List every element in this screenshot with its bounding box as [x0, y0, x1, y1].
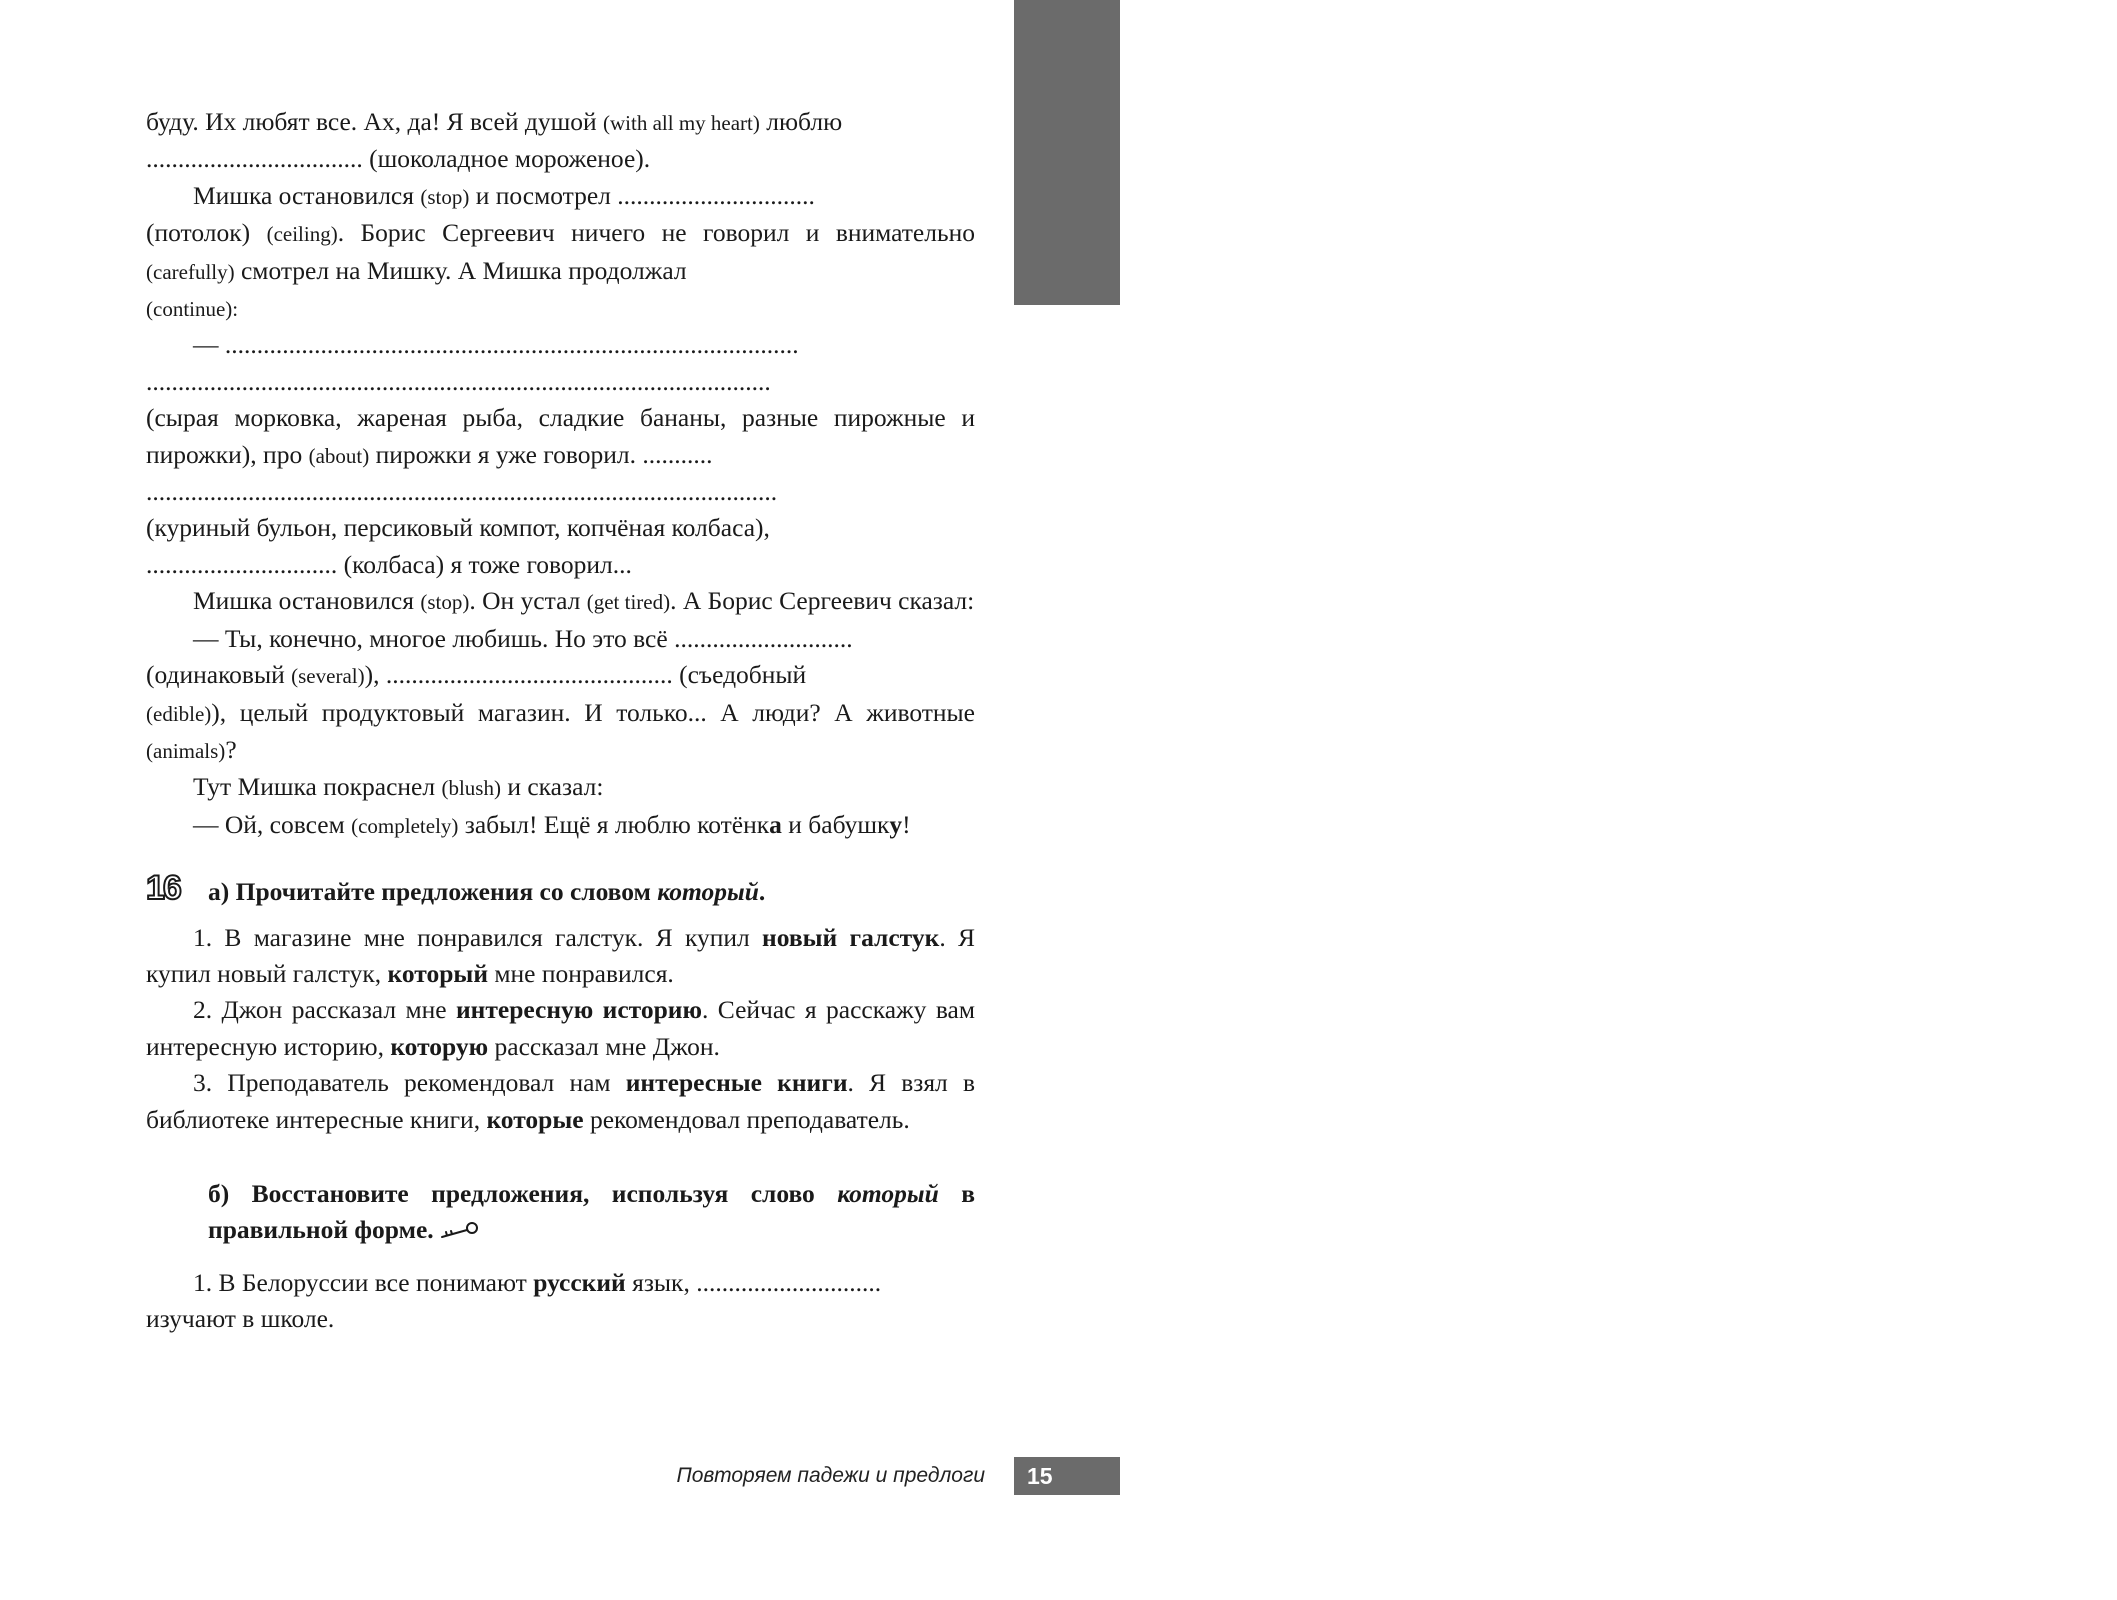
key-icon [438, 1214, 480, 1250]
english-gloss: (with all my heart) [603, 111, 760, 135]
english-gloss: (carefully) [146, 259, 235, 284]
text: Мишка остановился [193, 586, 421, 616]
bold-phrase: которую [390, 1031, 489, 1061]
text: Тут Мишка покраснел [193, 772, 442, 802]
exercise-item [146, 920, 975, 993]
blank: ............................... [617, 180, 815, 210]
text: мне понравился. [488, 958, 674, 988]
text: — Ой, совсем [193, 809, 352, 839]
text: пирожки я уже говорил. [369, 439, 643, 469]
text: в правильной форме. [208, 1178, 975, 1245]
text: (куриный бульон, персиковый компот, копчёная колбаса), [146, 513, 770, 543]
english-gloss: (edible) [146, 701, 212, 726]
text: 1. В Белоруссии все понимают [193, 1267, 534, 1297]
text: . А Борис Сергеевич сказал: [670, 586, 975, 616]
text: (съедобный [672, 660, 807, 690]
text: и бабушк [781, 809, 890, 839]
paragraph [146, 621, 975, 770]
blank: .......................................................................................... [224, 330, 799, 360]
text: буду. Их любят все. Ах, да! Я всей душой [146, 107, 604, 136]
chapter-side-tab [1014, 0, 2111, 305]
english-gloss: (ceiling) [266, 222, 338, 247]
text: . Я взял в библиотеке интересные книги, [146, 1068, 975, 1134]
bold-phrase: которые [486, 1104, 584, 1134]
text: . Сейчас я расскажу вам интересную историю, [146, 995, 975, 1061]
bold-phrase: который [387, 958, 489, 988]
text: . [758, 877, 766, 907]
exercise-header [146, 869, 975, 910]
page-number: 15 [1014, 1457, 1120, 1495]
blank: .................................................................................................. [146, 366, 771, 396]
blank: ............................. [696, 1267, 882, 1297]
blank: ................................................................................................... [146, 477, 778, 507]
keyword: который [657, 877, 759, 907]
text: ), целый продуктовый магазин. И только... А люди? А животные [211, 697, 975, 727]
text: (сырая морковка, жареная рыба, сладкие бананы, разные пирожные и пирожки), про [146, 403, 975, 469]
text: изучают в школе. [146, 1304, 335, 1334]
text: . Я купил новый галстук, [146, 922, 975, 988]
english-gloss: (blush) [441, 776, 501, 801]
paragraph [146, 807, 975, 844]
lesson-label: УРОК ПЕРВЫЙ [2049, 59, 2077, 245]
ending-highlight: у [889, 809, 903, 839]
exercise-item [146, 1065, 975, 1138]
exercise-item [146, 992, 975, 1065]
text: 3. Преподаватель рекомендовал нам [193, 1068, 626, 1098]
blank: .............................. [146, 549, 338, 579]
blank: ............................................. [385, 660, 673, 690]
english-gloss: (animals) [146, 738, 226, 763]
keyword: который [837, 1178, 939, 1208]
text: ), [364, 660, 386, 690]
exercise-number: 16 [146, 869, 180, 908]
blank: .................................. [146, 144, 363, 174]
exercise-title [146, 874, 975, 910]
english-gloss: (get tired) [586, 590, 671, 615]
text: 2. Джон рассказал мне [193, 995, 456, 1025]
text: (одинаковый [146, 660, 292, 690]
text: смотрел на Мишку. А Мишка продолжал [234, 255, 687, 285]
bold-phrase: русский [533, 1267, 626, 1297]
exercise-item [146, 1265, 975, 1338]
blank: ........... [642, 439, 713, 469]
text: язык, [625, 1267, 697, 1297]
text: . Борис Сергеевич ничего не говорил и внимательно [337, 218, 975, 248]
bold-phrase: интересную историю [455, 995, 702, 1025]
text: (колбаса) я тоже говорил... [337, 549, 632, 579]
text: ! [902, 809, 911, 839]
text: — Ты, конечно, многое любишь. Но это всё [193, 623, 675, 653]
paragraph [146, 364, 975, 400]
english-gloss: (stop) [420, 590, 470, 615]
ending-highlight: а [769, 809, 782, 839]
text: рассказал мне Джон. [488, 1031, 720, 1061]
paragraph [146, 178, 975, 328]
paragraph [146, 104, 975, 178]
english-gloss: (stop) [420, 184, 470, 209]
page-body [146, 104, 975, 1338]
paragraph [146, 510, 975, 583]
text: б) Восстановите предложения, используя слово [208, 1178, 838, 1208]
english-gloss: (about) [308, 443, 370, 468]
english-gloss: (continue): [146, 297, 239, 322]
text: а) Прочитайте предложения со словом [208, 877, 658, 907]
text: (шоколадное мороженое). [362, 144, 651, 174]
bold-phrase: интересные книги [625, 1068, 848, 1098]
text: забыл! Ещё я люблю котёнк [458, 809, 770, 839]
paragraph [146, 583, 975, 620]
text: рекомендовал преподаватель. [583, 1104, 910, 1134]
paragraph [146, 400, 975, 510]
text: Мишка остановился [193, 180, 421, 210]
bold-phrase: новый галстук [762, 922, 940, 952]
english-gloss: (completely) [351, 813, 459, 838]
paragraph [146, 769, 975, 806]
blank: ............................ [674, 623, 853, 653]
topic-label: Винительный падеж [2086, 39, 2111, 265]
paragraph [146, 327, 975, 363]
text: 1. В магазине мне понравился галстук. Я купил [193, 922, 763, 952]
text: и сказал: [500, 772, 604, 802]
chapter-side-label [2045, 39, 2117, 264]
text: (потолок) [146, 218, 267, 248]
text: . Он устал [469, 586, 587, 616]
dash: — [193, 330, 225, 360]
text: люблю [759, 107, 843, 136]
text: и посмотрел [469, 180, 618, 210]
english-gloss: (several) [291, 664, 365, 689]
exercise-part-b-title [146, 1176, 975, 1251]
running-footer: Повторяем падежи и предлоги [676, 1464, 985, 1487]
text: ? [225, 734, 237, 764]
